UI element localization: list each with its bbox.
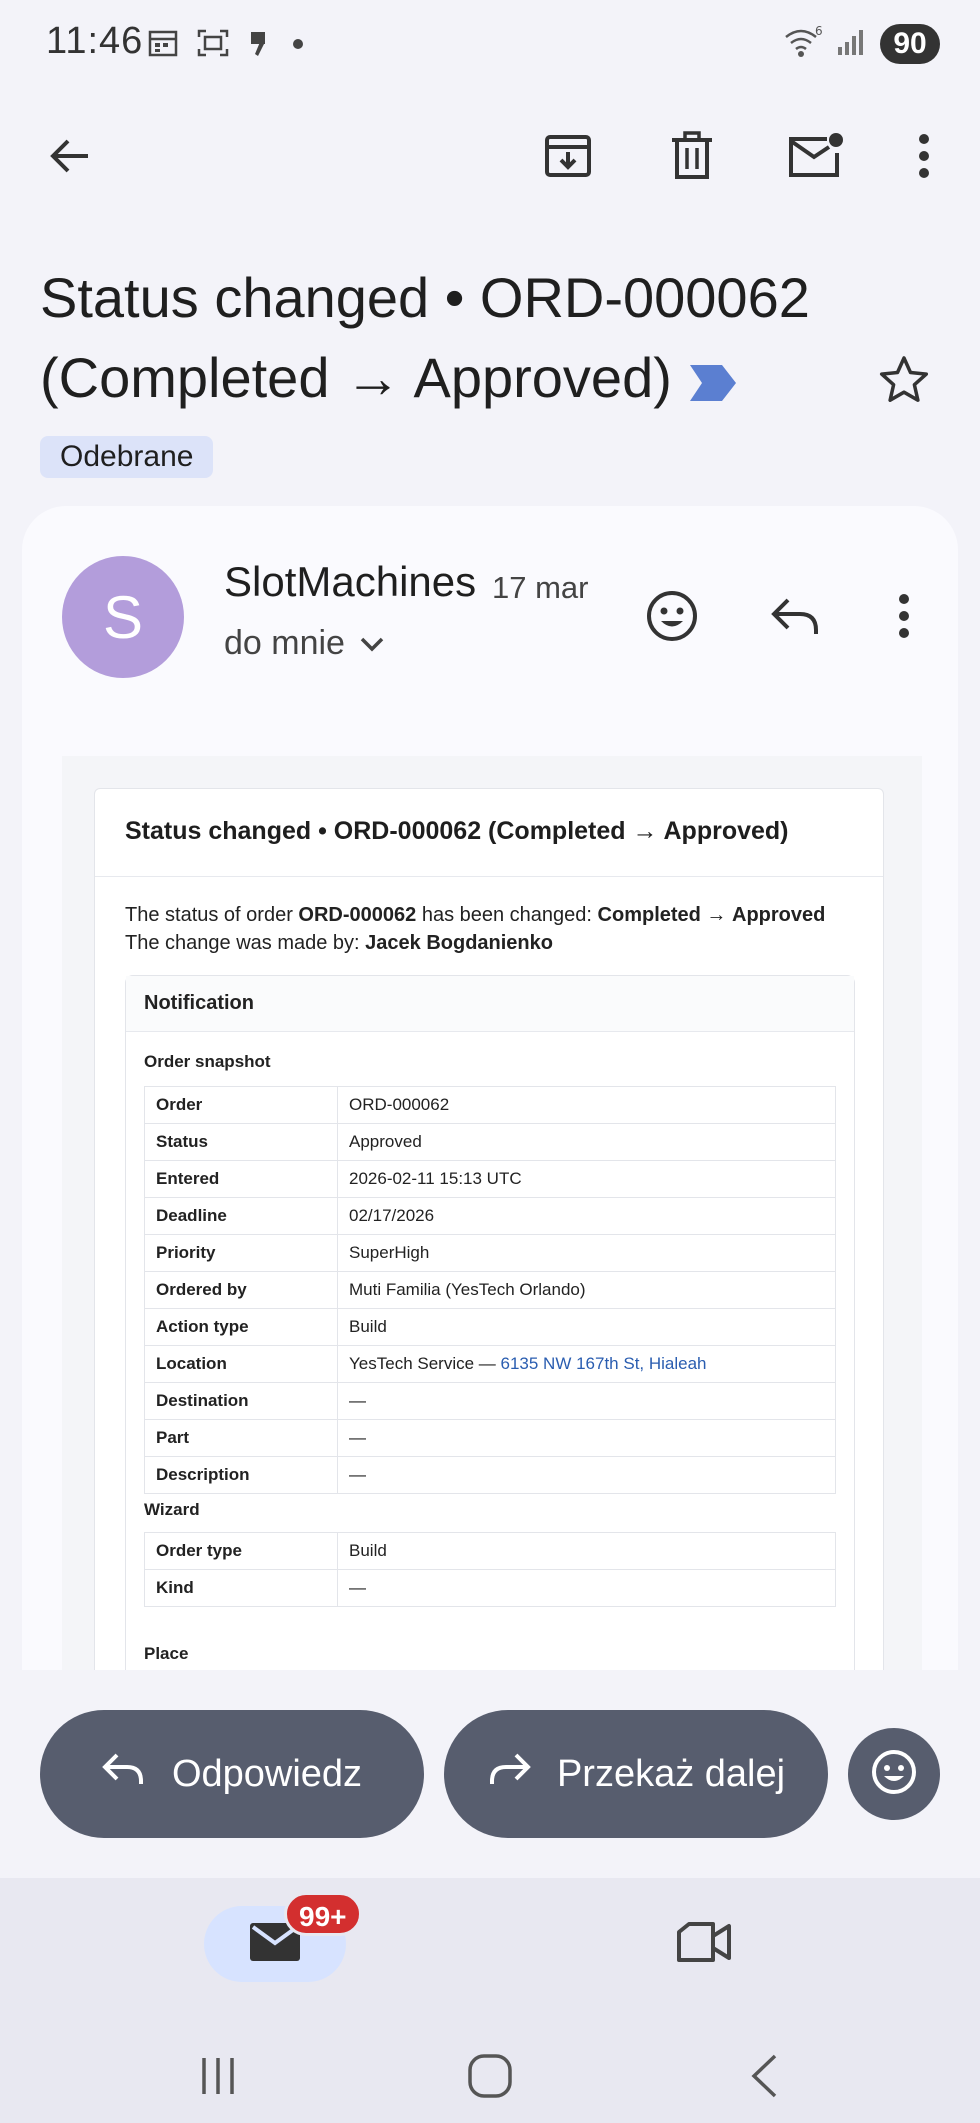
row-key: Ordered by bbox=[145, 1272, 338, 1309]
more-vert-icon bbox=[916, 133, 932, 184]
svg-text:6: 6 bbox=[815, 24, 822, 38]
row-key: Destination bbox=[145, 1383, 338, 1420]
row-value: SuperHigh bbox=[338, 1235, 836, 1272]
row-key: Order type bbox=[145, 1533, 338, 1570]
row-value: Build bbox=[338, 1309, 836, 1346]
reply-icon bbox=[770, 596, 822, 641]
status-bar bbox=[0, 0, 980, 92]
changed-by-line bbox=[125, 929, 825, 957]
email-subject bbox=[40, 258, 860, 422]
delete-icon bbox=[669, 131, 715, 186]
row-value: 02/17/2026 bbox=[338, 1198, 836, 1235]
wizard-title: Wizard bbox=[144, 1500, 200, 1519]
star-icon bbox=[878, 354, 930, 411]
home-button[interactable] bbox=[450, 2048, 530, 2108]
battery-indicator: 90 bbox=[880, 24, 940, 64]
emoji-icon bbox=[870, 1748, 918, 1801]
row-value: 2026-02-11 15:13 UTC bbox=[338, 1161, 836, 1198]
add-reaction-button[interactable] bbox=[632, 578, 712, 658]
emoji-icon bbox=[645, 589, 699, 648]
row-key: Order bbox=[145, 1087, 338, 1124]
place-title: Place bbox=[144, 1644, 189, 1663]
table-row bbox=[145, 1124, 836, 1161]
line1-arrow: → bbox=[700, 904, 732, 926]
location-name: YesTech Service — bbox=[349, 1354, 501, 1373]
location-address-link[interactable]: 6135 NW 167th St, Hialeah bbox=[500, 1354, 707, 1373]
row-key: Kind bbox=[145, 1570, 338, 1607]
emoji-reaction-button[interactable] bbox=[848, 1728, 940, 1820]
wifi-icon bbox=[784, 25, 822, 64]
archive-button[interactable] bbox=[528, 118, 608, 198]
more-options-button[interactable] bbox=[884, 118, 964, 198]
row-value bbox=[338, 1346, 836, 1383]
snapshot-title: Order snapshot bbox=[144, 1052, 271, 1071]
row-value: ORD-000062 bbox=[338, 1087, 836, 1124]
email-content-card bbox=[94, 788, 884, 1670]
line1-to: Approved bbox=[732, 904, 826, 926]
row-value: — bbox=[338, 1383, 836, 1420]
reply-button[interactable] bbox=[756, 578, 836, 658]
table-row bbox=[145, 1309, 836, 1346]
subject-text: Status changed • ORD-000062 (Completed → Approved) bbox=[40, 266, 810, 409]
mark-unread-icon bbox=[787, 131, 845, 186]
notification-box bbox=[125, 975, 855, 1670]
table-row bbox=[145, 1346, 836, 1383]
recent-apps-button[interactable] bbox=[178, 2048, 258, 2108]
top-toolbar bbox=[0, 118, 980, 198]
table-row bbox=[145, 1533, 836, 1570]
recipient-label: do mnie bbox=[224, 624, 345, 662]
reply-icon bbox=[102, 1752, 146, 1796]
status-time: 11:46 bbox=[46, 20, 144, 62]
row-key: Deadline bbox=[145, 1198, 338, 1235]
message-date: 17 mar bbox=[492, 570, 589, 605]
row-key: Priority bbox=[145, 1235, 338, 1272]
table-row bbox=[145, 1272, 836, 1309]
status-icons-left bbox=[148, 28, 308, 63]
line2-prefix: The change was made by: bbox=[125, 932, 366, 954]
more-vert-icon bbox=[896, 593, 912, 644]
line1-from: Completed bbox=[597, 904, 701, 926]
email-body bbox=[62, 756, 922, 1670]
line1-order: ORD-000062 bbox=[298, 904, 417, 926]
status-change-line bbox=[125, 901, 825, 929]
star-button[interactable] bbox=[864, 342, 944, 422]
calendar-icon bbox=[148, 28, 178, 63]
system-back-button[interactable] bbox=[724, 2048, 804, 2108]
row-value: Muti Familia (YesTech Orlando) bbox=[338, 1272, 836, 1309]
row-key: Location bbox=[145, 1346, 338, 1383]
chevron-down-icon bbox=[359, 624, 385, 663]
inbox-label-chip[interactable]: Odebrane bbox=[40, 436, 213, 478]
screenshot-icon bbox=[196, 28, 230, 63]
line1-mid: has been changed: bbox=[416, 904, 598, 926]
row-key: Status bbox=[145, 1124, 338, 1161]
recipient-toggle[interactable] bbox=[224, 624, 385, 663]
mark-unread-button[interactable] bbox=[776, 118, 856, 198]
row-value: — bbox=[338, 1457, 836, 1494]
row-key: Description bbox=[145, 1457, 338, 1494]
dot-icon bbox=[288, 28, 308, 63]
signal-icon bbox=[836, 27, 866, 62]
back-button[interactable] bbox=[30, 118, 110, 198]
bottom-navigation bbox=[0, 1878, 980, 2123]
row-value: — bbox=[338, 1420, 836, 1457]
message-more-button[interactable] bbox=[864, 578, 944, 658]
message-card bbox=[22, 506, 958, 1670]
row-key: Action type bbox=[145, 1309, 338, 1346]
table-row bbox=[145, 1087, 836, 1124]
sender-name[interactable]: SlotMachines bbox=[224, 558, 477, 605]
wizard-table bbox=[144, 1532, 836, 1607]
table-row bbox=[145, 1198, 836, 1235]
table-row bbox=[145, 1420, 836, 1457]
line2-user: Jacek Bogdanienko bbox=[365, 932, 553, 954]
forward-pill-button[interactable] bbox=[444, 1710, 828, 1838]
notification-header: Notification bbox=[126, 976, 854, 1032]
home-icon bbox=[467, 2053, 513, 2104]
email-title: Status changed • ORD-000062 (Completed → Approved) bbox=[95, 789, 883, 877]
video-camera-icon bbox=[675, 1920, 733, 1969]
reply-label: Odpowiedz bbox=[171, 1752, 363, 1795]
nav-meet-tab[interactable] bbox=[664, 1906, 744, 1982]
recent-apps-icon bbox=[198, 2056, 238, 2101]
reply-pill-button[interactable] bbox=[40, 1710, 424, 1838]
row-value: Approved bbox=[338, 1124, 836, 1161]
back-arrow-icon bbox=[46, 132, 94, 185]
table-row bbox=[145, 1235, 836, 1272]
email-summary bbox=[125, 901, 825, 957]
unread-badge: 99+ bbox=[284, 1892, 362, 1936]
status-icons-right bbox=[784, 24, 940, 64]
delete-button[interactable] bbox=[652, 118, 732, 198]
table-row bbox=[145, 1457, 836, 1494]
snapshot-table bbox=[144, 1086, 836, 1494]
row-value: — bbox=[338, 1570, 836, 1607]
importance-marker-icon[interactable] bbox=[690, 342, 736, 422]
line1-prefix: The status of order bbox=[125, 904, 299, 926]
system-back-icon bbox=[749, 2053, 779, 2104]
table-row bbox=[145, 1383, 836, 1420]
avatar[interactable]: S bbox=[62, 556, 184, 678]
row-value: Build bbox=[338, 1533, 836, 1570]
row-key: Entered bbox=[145, 1161, 338, 1198]
row-key: Part bbox=[145, 1420, 338, 1457]
table-row bbox=[145, 1570, 836, 1607]
forward-label: Przekaż dalej bbox=[556, 1752, 786, 1795]
quote-icon bbox=[248, 28, 270, 63]
forward-icon bbox=[487, 1752, 531, 1796]
table-row bbox=[145, 1161, 836, 1198]
archive-icon bbox=[543, 131, 593, 186]
